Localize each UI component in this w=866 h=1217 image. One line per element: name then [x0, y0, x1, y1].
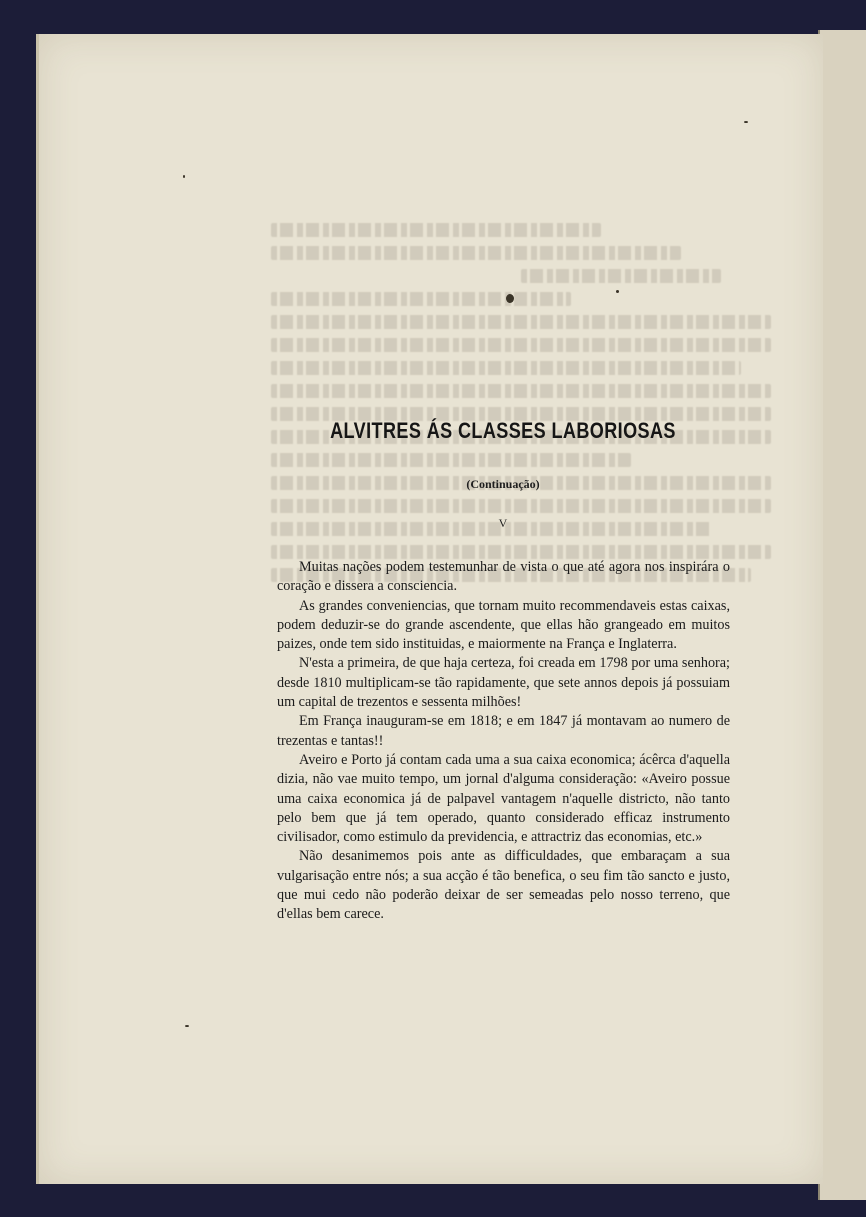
paper-speck	[744, 121, 748, 123]
paragraph: Aveiro e Porto já contam cada uma a sua caixa economica; ácêrca d'aquella dizia, não vae muito tempo, um jornal d'alguma consideração: «Aveiro possue uma caixa economica já de palpavel vantagem n'aquelle districto, não tanto pelo bem que já tem operado, quanto considerado efficaz instrumento civilisador, como estimulo da previdencia, e attractriz das economias, etc.»	[277, 751, 730, 846]
paragraph: As grandes conveniencias, que tornam muito recommendaveis estas caixas, podem deduzir-se do grande ascendente, que ellas hão grangeado em muitos paizes, onde tem sido instituidas, e maiormente na França e Inglaterra.	[277, 597, 730, 653]
article-title: ALVITRES ÁS CLASSES LABORIOSAS	[330, 418, 676, 443]
paper-speck	[616, 290, 619, 293]
paragraph: Muitas nações podem testemunhar de vista o que até agora nos inspirára o coração e dissera a consciencia.	[277, 559, 730, 595]
article-body	[277, 558, 730, 925]
paper-speck	[183, 175, 185, 178]
paragraph: Não desanimemos pois ante as difficuldades, que embaraçam a sua vulgarisação entre nós; a sua acção é tão benefica, o seu fim tão sancto e justo, que mui cedo não poderão deixar de ser semeadas pelo nosso terreno, que d'ellas bem carece.	[277, 848, 730, 923]
paragraph: Em França inauguram-se em 1818; e em 1847 já montavam ao numero de trezentas e tantas!!	[277, 713, 730, 749]
paragraph: N'esta a primeira, de que haja certeza, foi creada em 1798 por uma senhora; desde 1810 multiplicam-se tão rapidamente, que sete annos depois já possuiam um capital de trezentos e sessenta milhões!	[277, 655, 730, 711]
article-subtitle: (Continuação)	[466, 477, 540, 491]
paper-speck	[506, 294, 514, 303]
paper-speck	[185, 1025, 189, 1027]
next-page-edge	[818, 30, 866, 1200]
section-number: V	[498, 516, 508, 530]
